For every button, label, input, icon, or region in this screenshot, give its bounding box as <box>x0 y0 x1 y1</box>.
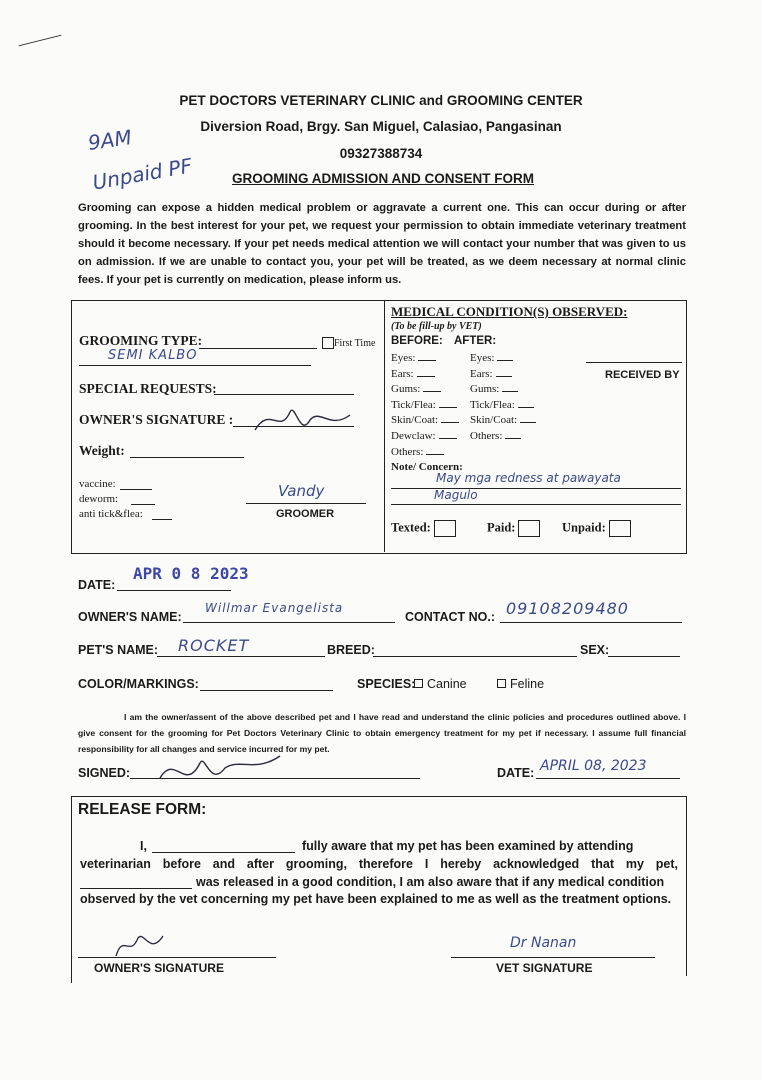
date-stamp: APR 0 8 2023 <box>133 564 249 583</box>
unpaid-box[interactable] <box>609 520 631 537</box>
canine-label: Canine <box>427 677 467 691</box>
medical-item-blank[interactable] <box>426 445 444 455</box>
first-time-checkbox[interactable] <box>322 337 334 349</box>
received-by-label: RECEIVED BY <box>605 369 680 381</box>
color-label: COLOR/MARKINGS: <box>78 677 199 691</box>
feline-checkbox[interactable] <box>497 679 506 688</box>
release-name-line <box>152 852 295 853</box>
medical-item-blank[interactable] <box>505 429 521 439</box>
release-title: RELEASE FORM: <box>78 801 207 818</box>
clinic-address: Diversion Road, Brgy. San Miguel, Calasiao, Pangasinan <box>200 119 562 134</box>
tick-flea-line <box>152 519 172 520</box>
medical-item <box>391 351 459 367</box>
weight-label: Weight: <box>79 443 125 458</box>
medical-item <box>470 351 536 367</box>
medical-item-label: Dewclaw: <box>391 429 436 442</box>
release-text3: was released in a good condition, I am also aware that if any medical condition <box>196 875 665 889</box>
signed-date-line <box>536 778 680 779</box>
medical-item-blank[interactable] <box>439 398 457 408</box>
feline-label: Feline <box>510 677 545 691</box>
special-requests-line <box>214 394 354 395</box>
handwritten-time: 9AM <box>86 125 134 155</box>
before-label: BEFORE: <box>391 335 443 347</box>
medical-item <box>470 398 536 414</box>
vaccine-label: vaccine: <box>79 478 116 490</box>
release-i: I, <box>140 839 147 853</box>
release-text2: veterinarian before and after grooming, therefore I hereby acknowledged that my pet, <box>80 857 678 871</box>
handwritten-unpaid: Unpaid PF <box>90 153 194 195</box>
owner-signature-label: OWNER'S SIGNATURE : <box>79 412 234 427</box>
medical-item <box>391 413 459 429</box>
medical-item <box>470 382 536 398</box>
medical-item <box>391 398 459 414</box>
date-line <box>117 590 231 591</box>
clinic-name: PET DOCTORS VETERINARY CLINIC and GROOMING CENTER <box>179 93 583 108</box>
medical-item <box>470 413 536 429</box>
owner-name-value: Willmar Evangelista <box>205 601 344 615</box>
after-label: AFTER: <box>454 335 497 347</box>
medical-item-blank[interactable] <box>502 382 518 392</box>
medical-item <box>391 445 459 461</box>
signed-scribble <box>150 748 290 798</box>
breed-line <box>373 656 577 657</box>
grooming-type-label: GROOMING TYPE: <box>79 333 203 348</box>
pet-name-label: PET'S NAME: <box>78 643 159 657</box>
paid-box[interactable] <box>518 520 540 537</box>
owner-signature-scribble <box>250 400 360 440</box>
pet-name-value: ROCKET <box>178 636 250 655</box>
tick-flea-label: anti tick&flea: <box>79 508 143 520</box>
groomer-line <box>246 503 366 504</box>
medical-item <box>391 382 459 398</box>
species-label: SPECIES: <box>357 677 416 691</box>
received-by-line <box>586 362 682 363</box>
clinic-phone: 09327388734 <box>339 146 423 161</box>
grooming-type-line <box>199 348 317 349</box>
medical-item <box>391 367 459 383</box>
release-owner-line <box>78 957 276 958</box>
groomer-name: Vandy <box>278 482 325 500</box>
medical-item-label: Tick/Flea: <box>391 398 436 411</box>
signed-label: SIGNED: <box>78 766 131 780</box>
owner-name-label: OWNER'S NAME: <box>78 610 182 624</box>
medical-item-label: Others: <box>391 445 424 458</box>
signed-date-value: APRIL 08, 2023 <box>540 758 647 774</box>
sex-line <box>608 656 680 657</box>
contact-value: 09108209480 <box>506 599 629 618</box>
signed-date-label: DATE: <box>497 766 535 780</box>
note-line2: Magulo <box>434 488 478 502</box>
texted-box[interactable] <box>434 520 456 537</box>
medical-item-blank[interactable] <box>497 351 513 361</box>
note-label: Note/ Concern: <box>391 461 463 473</box>
release-pet-line <box>80 888 192 889</box>
sex-label: SEX: <box>580 643 610 657</box>
medical-item-label: Gums: <box>391 383 421 396</box>
unpaid-field[interactable] <box>562 520 631 537</box>
form-title: GROOMING ADMISSION AND CONSENT FORM <box>232 171 534 186</box>
medical-item-blank[interactable] <box>496 367 512 377</box>
medical-item-label: Ears: <box>470 367 493 380</box>
medical-item-blank[interactable] <box>439 429 457 439</box>
release-vet-signature-label: VET SIGNATURE <box>496 961 593 975</box>
breed-label: BREED: <box>327 643 375 657</box>
box-divider <box>384 300 385 552</box>
medical-item-label: Skin/Coat: <box>470 414 518 427</box>
grooming-type-line2 <box>79 365 311 366</box>
medical-item-label: Skin/Coat: <box>391 414 439 427</box>
medical-item <box>470 429 536 445</box>
texted-label: Texted: <box>391 520 431 535</box>
medical-item <box>391 429 459 445</box>
medical-item-label: Eyes: <box>470 352 495 364</box>
medical-item-label: Others: <box>470 429 503 442</box>
unpaid-label: Unpaid: <box>562 520 606 535</box>
release-right-edge <box>686 796 687 976</box>
owner-name-line <box>183 622 395 623</box>
medical-item-blank[interactable] <box>418 351 436 361</box>
texted-field[interactable] <box>391 520 456 537</box>
medical-subtitle: (To be fill-up by VET) <box>391 321 482 332</box>
paid-label: Paid: <box>487 520 516 535</box>
grooming-type-value: SEMI KALBO <box>108 348 198 363</box>
contact-label: CONTACT NO.: <box>405 610 496 624</box>
medical-item-label: Ears: <box>391 367 414 380</box>
medical-item-blank[interactable] <box>423 382 441 392</box>
stray-mark <box>19 35 62 47</box>
release-vet-line <box>451 957 655 958</box>
medical-item-blank[interactable] <box>441 413 459 423</box>
medical-title: MEDICAL CONDITION(S) OBSERVED: <box>391 304 628 319</box>
contact-line <box>500 622 682 623</box>
medical-item-blank[interactable] <box>520 413 536 423</box>
medical-item-label: Gums: <box>470 383 500 396</box>
medical-item-label: Eyes: <box>391 352 416 364</box>
after-items <box>470 351 536 445</box>
weight-line <box>130 457 244 458</box>
vaccine-line <box>120 489 152 490</box>
vet-name: Dr Nanan <box>510 935 577 951</box>
medical-item-blank[interactable] <box>417 367 435 377</box>
medical-item <box>470 367 536 383</box>
medical-item-blank[interactable] <box>518 398 534 408</box>
canine-option[interactable] <box>414 677 467 691</box>
release-owner-signature-label: OWNER'S SIGNATURE <box>94 961 224 975</box>
note-line1: May mga redness at pawayata <box>436 471 621 485</box>
deworm-line <box>131 504 155 505</box>
paid-field[interactable] <box>487 520 540 537</box>
note-rule2 <box>391 504 681 505</box>
date-label: DATE: <box>78 578 116 592</box>
release-text4: observed by the vet concerning my pet have been explained to me as well as the treatment options. <box>80 892 672 906</box>
deworm-label: deworm: <box>79 493 119 505</box>
medical-item-label: Tick/Flea: <box>470 398 515 411</box>
pet-name-line <box>157 656 325 657</box>
first-time-label: First Time <box>334 338 376 349</box>
groomer-label: GROOMER <box>276 508 335 520</box>
before-items <box>391 351 459 460</box>
color-line <box>200 690 333 691</box>
feline-option[interactable] <box>497 677 544 691</box>
consent-paragraph: I am the owner/assent of the above described pet and I have read and understand the clinic policies and procedures outlined above. I give consent for the grooming for Pet Doctors Veterinary Clinic to obtain emergency treatment for my pet if necessary. I assume full financial responsibility for all changes and service incurred for my pet. <box>78 712 686 754</box>
canine-checkbox[interactable] <box>414 679 423 688</box>
release-text1: fully aware that my pet has been examined by attending <box>302 839 634 853</box>
intro-paragraph: Grooming can expose a hidden medical problem or aggravate a current one. This can occur during or after grooming. In the best interest for your pet, we request your permission to obtain immediate veterinary treatment should it become necessary. If your pet needs medical attention we will contact your number that was given to us on admission. If we are unable to contact you, your pet will be treated, as we deem necessary at normal clinic fees. If your pet is currently on medication, please inform us. <box>78 202 686 286</box>
special-requests-label: SPECIAL REQUESTS: <box>79 381 217 396</box>
